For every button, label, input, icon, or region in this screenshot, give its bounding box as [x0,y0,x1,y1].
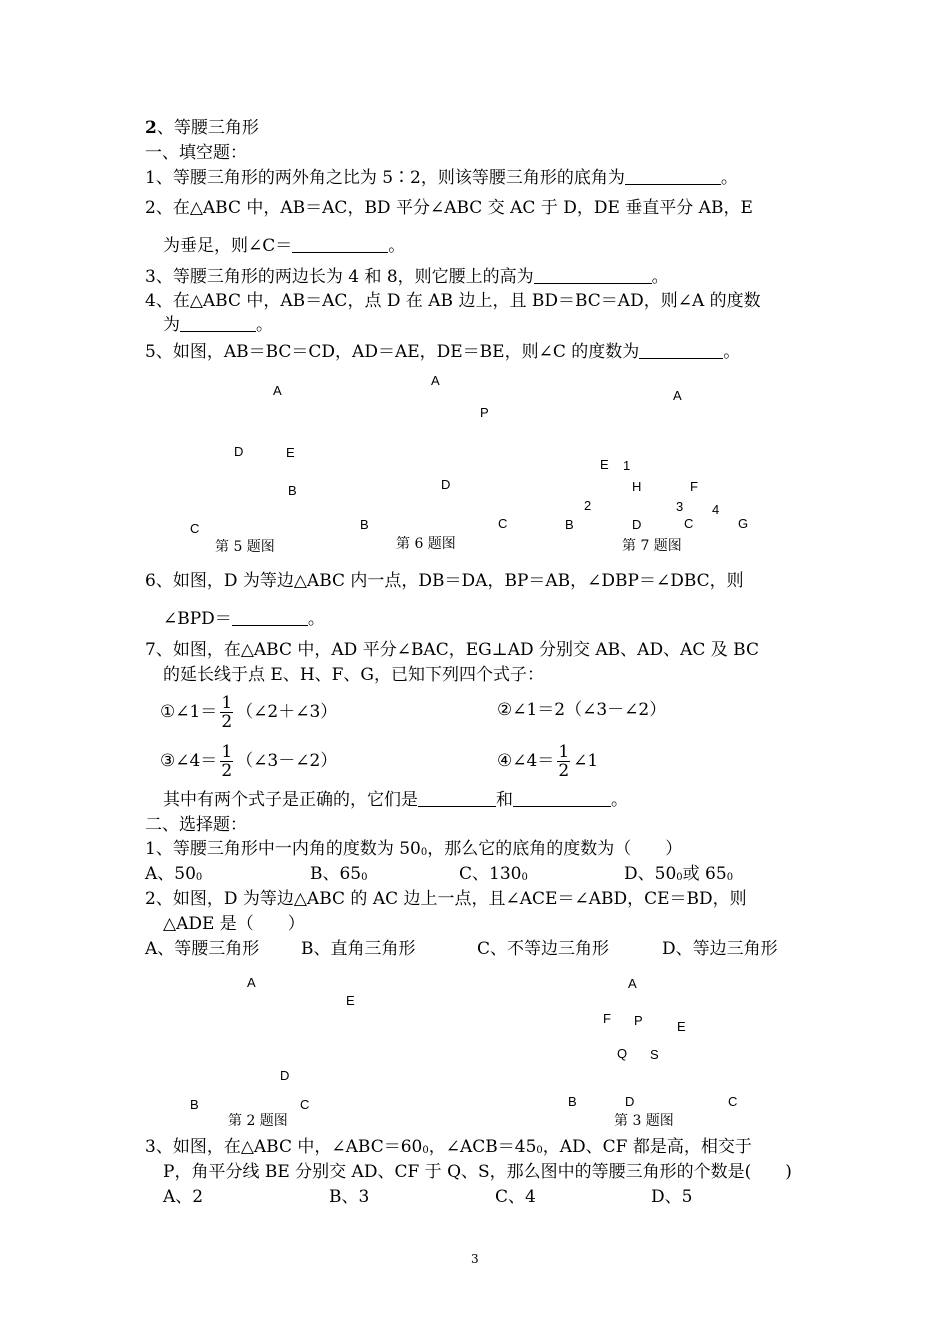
fig3-label-F: F [603,1011,611,1026]
q7-formula-1 [160,692,337,732]
fig2-label-C: C [300,1097,310,1112]
f1-fraction [220,694,233,731]
fig7-label-3: 3 [676,499,684,514]
f1-num: 1 [221,693,233,713]
c1-option-c-deg: 0 [521,872,528,883]
fig5-caption: 第 5 题图 [215,539,275,555]
c2-line2: △ADE 是（ ） [163,914,305,934]
c1-option-b-text: B、65 [310,864,362,884]
q7-blank-1 [418,790,496,807]
fig5-label-A: A [273,383,282,398]
f4-den: 2 [558,761,570,781]
q2-line1: 2、在△ABC 中，AB＝AC，BD 平分∠ABC 交 AC 于 D，DE 垂直平分 AB，E [145,198,753,218]
c3-text-b: ，∠ACB＝45 [428,1137,537,1157]
c1-option-c [459,864,528,888]
q5-blank [639,342,723,359]
q5-end: 。 [723,342,741,362]
q6-end: 。 [307,609,325,629]
f4-num: 1 [558,742,570,762]
q3-text: 3、等腰三角形的两边长为 4 和 8，则它腰上的高为 [145,267,534,287]
c3-option-d: D、5 [651,1187,693,1207]
fig5-label-C: C [190,521,200,536]
c1-option-a [145,864,202,888]
c1-text-b: ，那么它的底角的度数为（ ） [427,839,683,859]
q4-text: 为 [163,315,180,335]
fig7-caption: 第 7 题图 [622,538,682,554]
q4-line1: 4、在△ABC 中，AB＝AC，点 D 在 AB 边上，且 BD＝BC＝AD，则∠A 的度数 [145,291,761,311]
fig7-label-B: B [565,517,574,532]
c3-text-a: 3、如图，在△ABC 中，∠ABC＝60 [145,1137,423,1157]
fig2-label-B: B [190,1097,199,1112]
fig3-label-B: B [568,1094,577,1109]
fig5-label-D: D [234,444,244,459]
q2-line2 [163,236,405,256]
fig3-label-Q: Q [617,1046,628,1061]
q1-end: 。 [720,168,738,188]
fig2-caption: 第 2 题图 [228,1113,288,1129]
fig3-label-P: P [634,1013,643,1028]
c2-line1: 2、如图，D 为等边△ABC 的 AC 边上一点，且∠ACE＝∠ABD，CE＝BD，则 [145,889,747,909]
q6-blank [232,609,308,626]
fig7-label-D: D [632,517,642,532]
c1-option-d-text1: D、50 [624,864,677,884]
q2-blank [292,236,388,253]
c3-line2: P，角平分线 BE 分别交 AD、CF 于 Q、S，那么图中的等腰三角形的个数是( ) [163,1162,792,1182]
fig7-label-H: H [632,479,642,494]
fig7-label-G: G [738,516,749,531]
q7-tail-end: 。 [611,790,628,810]
f3-num: 1 [221,742,233,762]
q6-line1: 6、如图，D 为等边△ABC 内一点，DB＝DA，BP＝AB，∠DBP＝∠DBC，则 [145,571,744,591]
q4-line2 [163,315,273,335]
q3-blank [534,267,652,284]
c1-option-b [310,864,368,888]
fig7-label-2: 2 [584,498,592,513]
fig6-label-A: A [431,373,440,388]
c2-option-d: D、等边三角形 [662,939,778,959]
q1 [145,168,738,188]
fig3-caption: 第 3 题图 [614,1113,674,1129]
c1-option-d-deg1: 0 [676,872,683,883]
fig2-label-E: E [346,993,355,1008]
fig7-label-4: 4 [712,502,720,517]
q5-text: 5、如图，AB＝BC＝CD，AD＝AE，DE＝BE，则∠C 的度数为 [145,342,640,362]
section-number: 2 [145,118,157,138]
fig6-label-C: C [498,516,508,531]
section-title: 、等腰三角形 [156,118,259,138]
q3 [145,267,669,287]
q6-text: ∠BPD＝ [163,609,232,629]
fig3-label-A: A [628,976,637,991]
q3-end: 。 [651,267,669,287]
q7-tail-and: 和 [496,790,513,810]
part2-heading: 二、选择题： [145,815,247,835]
page-number: 3 [471,1252,479,1266]
fig2-label-A: A [247,975,256,990]
c3-deg-2: 0 [536,1145,543,1156]
fig7-label-E: E [600,457,609,472]
q7-formula-2: ②∠1＝2（∠3－∠2） [497,700,667,720]
part1-heading: 一、填空题： [145,143,247,163]
q4-blank [180,315,256,332]
fig6-caption: 第 6 题图 [396,536,456,552]
c1-deg: 0 [420,847,428,858]
fig7-label-A: A [673,388,682,403]
fig3-label-S: S [650,1047,659,1062]
f1-den: 2 [221,712,233,732]
c1-option-d-deg2: 0 [726,872,734,883]
fig5-label-E: E [286,445,295,460]
c1-option-c-text: C、130 [459,864,522,884]
fig7-label-1: 1 [623,458,631,473]
c1-option-b-deg: 0 [361,872,368,883]
f1-post: （∠2＋∠3） [236,702,338,722]
q7-line2: 的延长线于点 E、H、F、G，已知下列四个式子： [163,665,545,685]
q7-formula-3 [160,741,337,781]
f3-pre: ③∠4＝ [160,751,218,771]
fig7-label-C: C [684,516,694,531]
c1-option-d [624,864,733,888]
q7-tail [163,790,628,810]
c3-option-a: A、2 [163,1187,204,1207]
fig6-label-B: B [360,517,369,532]
fig5-label-B: B [288,483,297,498]
fig3-label-D: D [625,1094,635,1109]
f3-den: 2 [221,761,233,781]
f3-fraction [220,743,233,780]
c2-option-a: A、等腰三角形 [145,939,260,959]
fig6-label-D: D [441,477,451,492]
f4-fraction [557,743,570,780]
fig3-label-E: E [677,1019,686,1034]
fig3-label-C: C [728,1094,738,1109]
q6-line2 [163,609,325,629]
c3-option-b: B、3 [329,1187,370,1207]
q7-tail-a: 其中有两个式子是正确的，它们是 [163,790,418,810]
c1-option-a-text: A、50 [145,864,196,884]
c2-option-b: B、直角三角形 [301,939,416,959]
fig6-label-P: P [480,405,489,420]
q2-text: 为垂足，则∠C＝ [163,236,293,256]
q4-end: 。 [256,315,273,335]
c2-option-c: C、不等边三角形 [477,939,610,959]
section-heading [145,118,259,138]
c3-deg-1: 0 [422,1145,429,1156]
c3-line1 [145,1137,752,1161]
f4-pre: ④∠4＝ [497,751,555,771]
c3-text-c: ，AD、CF 都是高，相交于 [542,1137,752,1157]
fig7-label-F: F [690,479,698,494]
q1-text: 1、等腰三角形的两外角之比为 5∶2，则该等腰三角形的底角为 [145,168,625,188]
f4-post: ∠1 [573,751,599,771]
q7-formula-4 [497,741,598,781]
q7-line1: 7、如图，在△ABC 中，AD 平分∠BAC，EG⊥AD 分别交 AB、AD、AC 及 BC [145,640,759,660]
c1-text-a: 1、等腰三角形中一内角的度数为 50 [145,839,421,859]
c3-option-c: C、4 [495,1187,536,1207]
q7-blank-2 [513,790,611,807]
c1-option-d-text2: 或 65 [682,864,727,884]
f1-pre: ①∠1＝ [160,702,218,722]
q1-blank [625,168,721,185]
q5 [145,342,740,362]
q2-end: 。 [388,236,406,256]
c1-option-a-deg: 0 [195,872,203,883]
f3-post: （∠3－∠2） [236,751,338,771]
c1 [145,839,682,863]
fig2-label-D: D [280,1068,290,1083]
